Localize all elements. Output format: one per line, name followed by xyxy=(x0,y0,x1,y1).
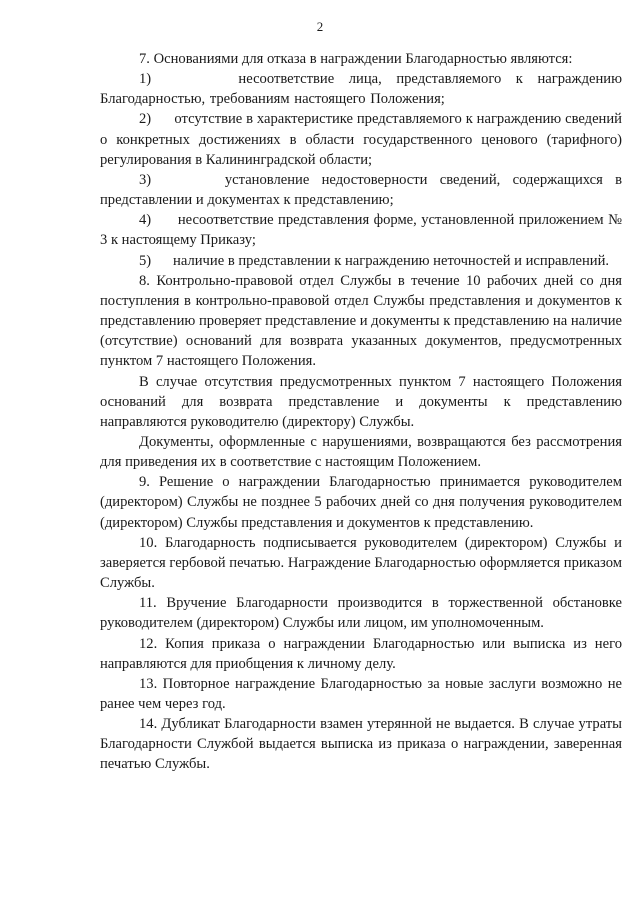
paragraph-8: 8. Контрольно-правовой отдел Службы в течение 10 рабочих дней со дня поступления в контрольно-правовой отдел Службы представления и документов к представлению проверяет представление и документы к представлению на наличие (отсутствие) оснований для возврата указанных документов, предусмотренных пунктом 7 настоящего Положения. xyxy=(100,272,622,370)
paragraph-11: 11. Вручение Благодарности производится в торжественной обстановке руководителем (директором) Службы или лицом, им уполномоченным. xyxy=(100,595,622,632)
page-number: 2 xyxy=(316,19,324,34)
paragraph-14: 14. Дубликат Благодарности взамен утерянной не выдается. В случае утраты Благодарности Службой выдается выписка из приказа о награждении, заверенная печатью Службы. xyxy=(100,716,622,773)
document-body xyxy=(100,49,622,775)
paragraph-7-item-4: 4) несоответствие представления форме, установленной приложением № 3 к настоящему Приказу; xyxy=(100,212,622,249)
paragraph-7-item-5: 5) наличие в представлении к награждению неточностей и исправлений. xyxy=(139,252,610,269)
paragraph-12: 12. Копия приказа о награждении Благодарностью или выписка из него направляются для приобщения к личному делу. xyxy=(100,635,622,672)
paragraph-13: 13. Повторное награждение Благодарностью за новые заслуги возможно не ранее чем через год. xyxy=(100,675,622,712)
paragraph-7-item-3: 3) установление недостоверности сведений, содержащихся в представлении и документах к представлению; xyxy=(100,171,622,209)
paragraph-8-returned-documents: Документы, оформленные с нарушениями, возвращаются без рассмотрения для приведения их в соответствие с настоящим Положением. xyxy=(100,433,622,471)
paragraph-9: 9. Решение о награждении Благодарностью принимается руководителем (директором) Службы не позднее 5 рабочих дней со дня получения руководителем (директором) Службы представления и документов к представлению. xyxy=(100,474,622,531)
paragraph-7-item-2: 2) отсутствие в характеристике представляемого к награждению сведений о конкретных достижениях в области государственного ценового (тарифного) регулирования в Калининградской области; xyxy=(100,111,622,168)
paragraph-7-item-1: 1) несоответствие лица, представляемого к награждению Благодарностью, требованиям настоящего Положения; xyxy=(100,71,622,108)
paragraph-8-absence-of-grounds: В случае отсутствия предусмотренных пунктом 7 настоящего Положения оснований для возврата представление и документы к представлению направляются руководителю (директору) Службы. xyxy=(100,373,622,430)
paragraph-10: 10. Благодарность подписывается руководителем (директором) Службы и заверяется гербовой печатью. Награждение Благодарностью оформляется приказом Службы. xyxy=(100,534,622,592)
paragraph-7-intro: 7. Основаниями для отказа в награждении Благодарностью являются: xyxy=(139,51,573,67)
